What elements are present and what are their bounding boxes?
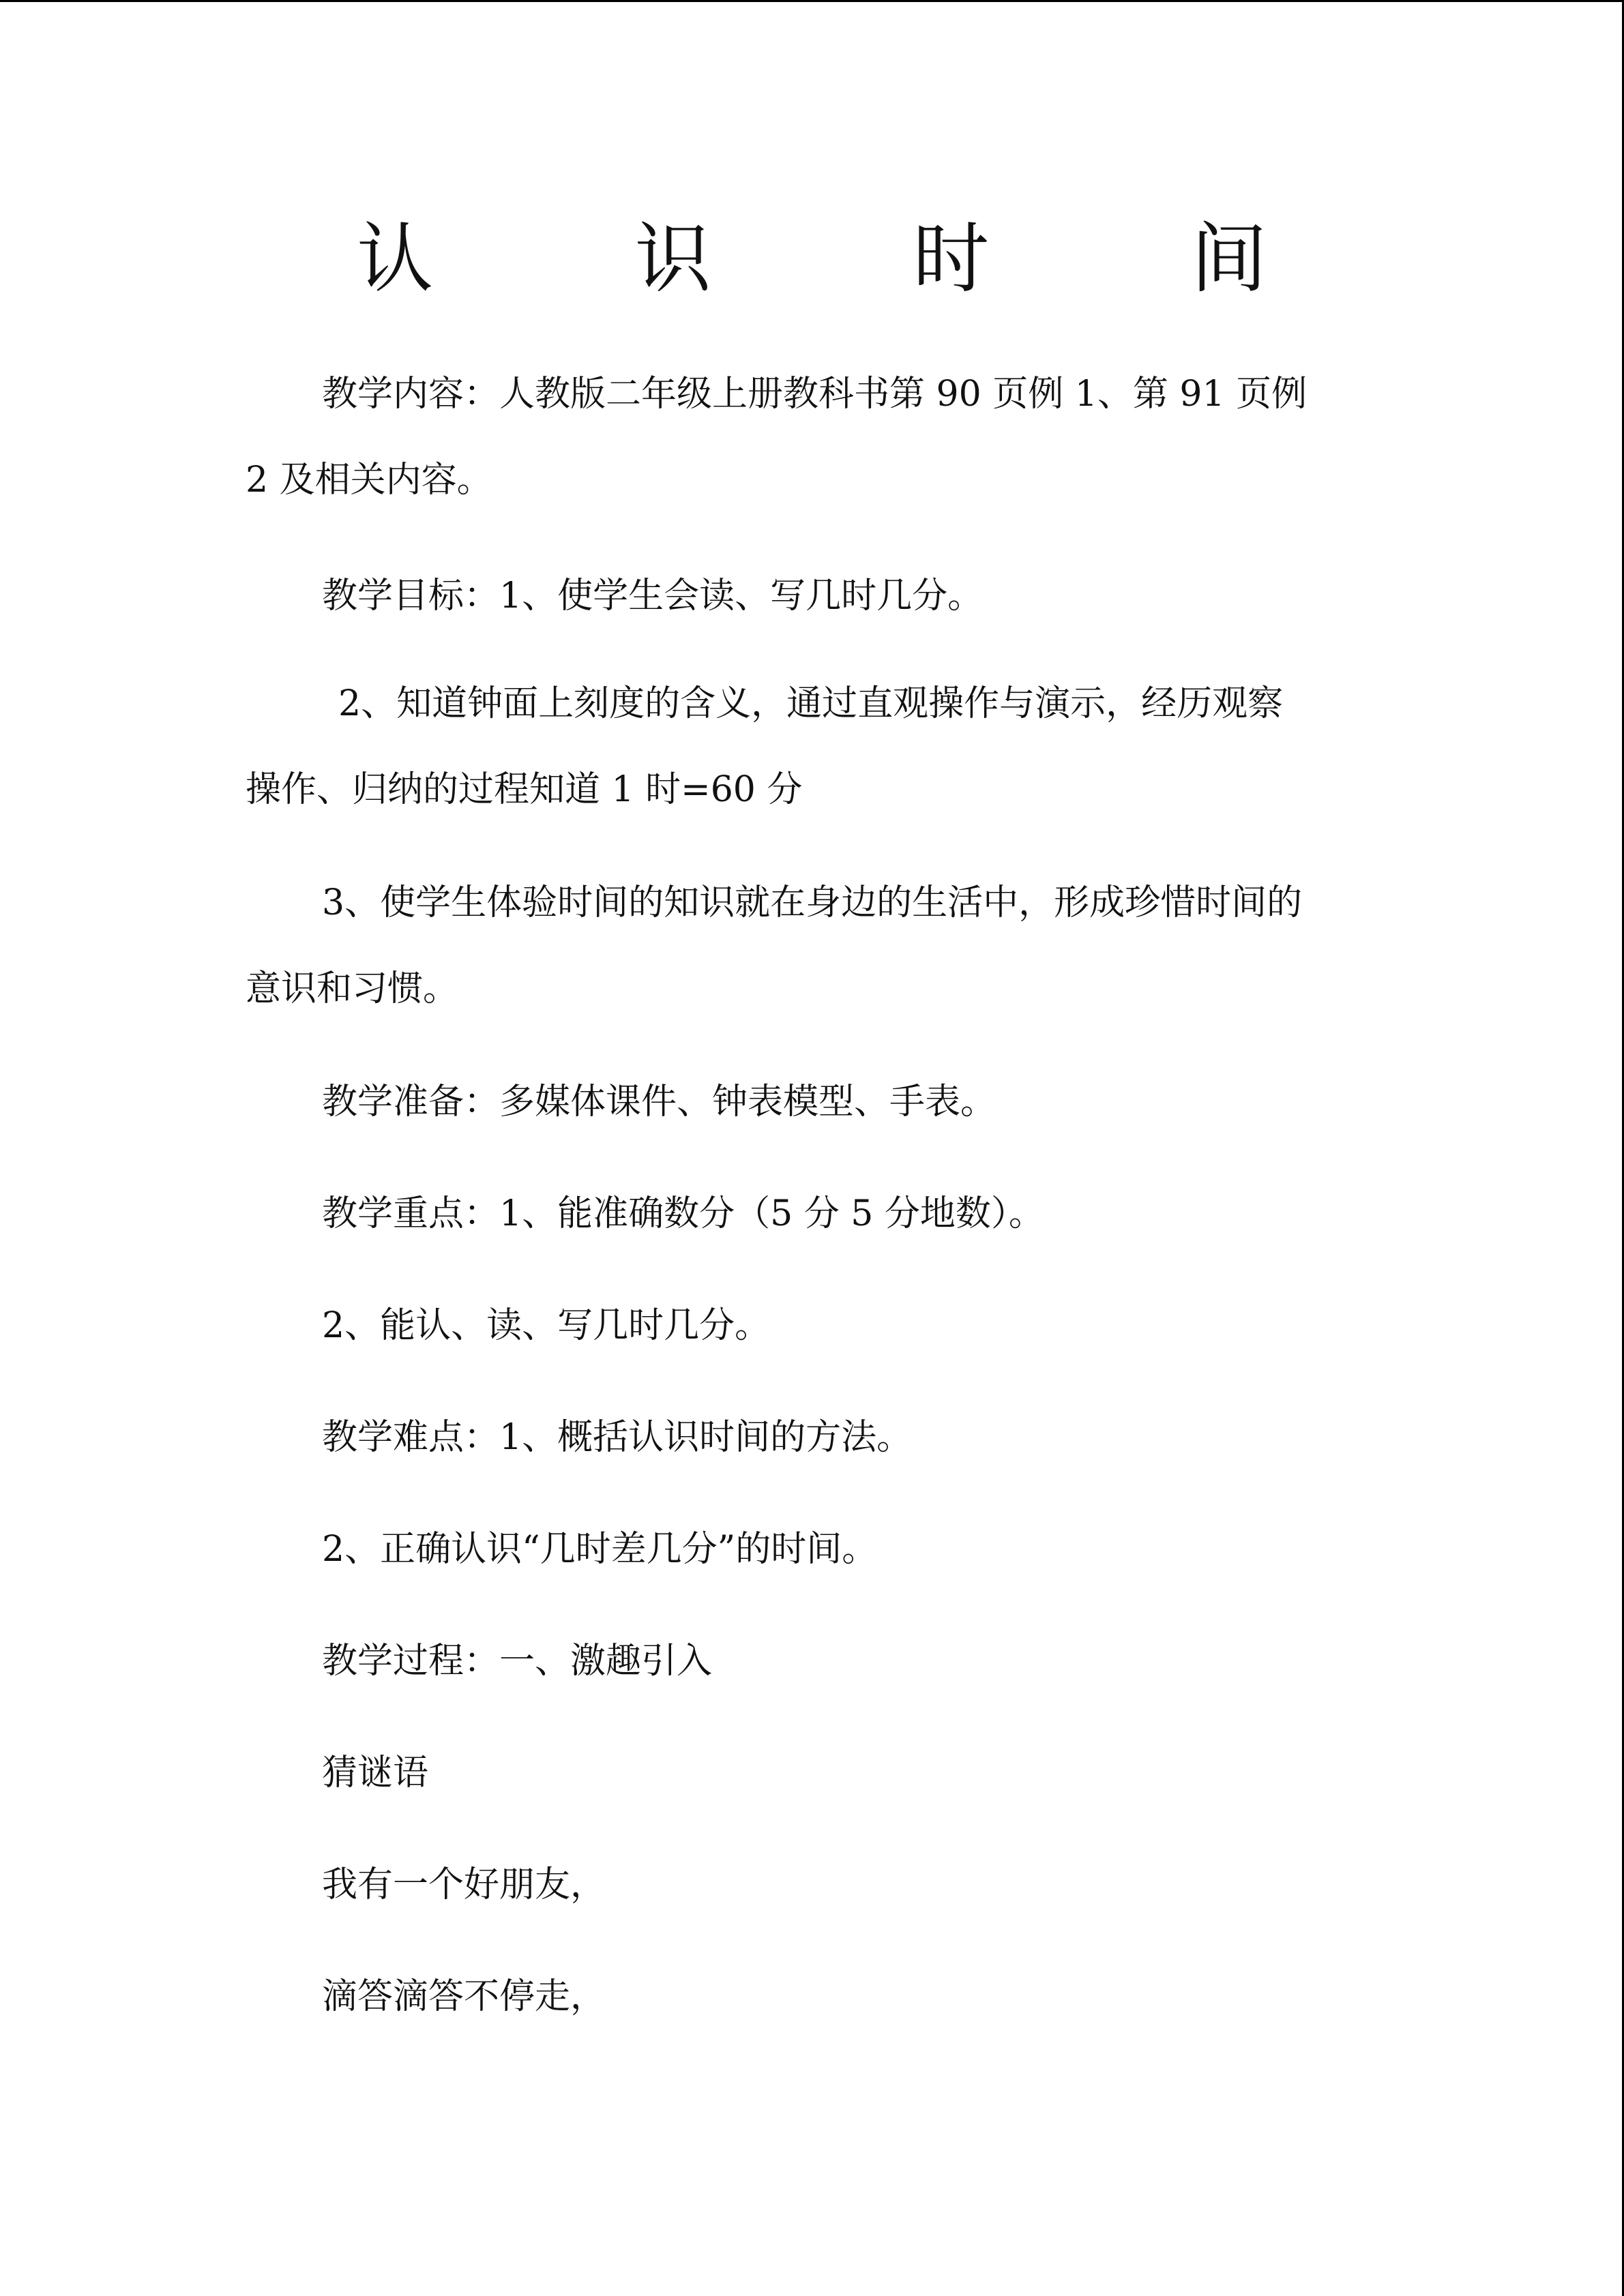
paragraph-line-goal-3-cont: 意识和习惯。 bbox=[246, 968, 459, 1009]
paragraph-line-process: 教学过程：一、激趣引入 bbox=[322, 1641, 713, 1682]
paragraph-line-content-cont: 2 及相关内容。 bbox=[246, 460, 492, 501]
page-border-top bbox=[0, 0, 1624, 2]
paragraph-line-riddle-1: 我有一个好朋友， bbox=[322, 1864, 606, 1905]
page-title: 认 识 时 间 bbox=[357, 215, 1356, 303]
paragraph-line-goal-2-cont: 操作、归纳的过程知道 1 时=60 分 bbox=[246, 769, 803, 810]
paragraph-line-difficulty-2: 2、正确认识“几时差几分”的时间。 bbox=[322, 1529, 878, 1570]
paragraph-line-difficulty-1: 教学难点：1、概括认识时间的方法。 bbox=[322, 1417, 913, 1458]
paragraph-line-goal-1: 教学目标：1、使学生会读、写几时几分。 bbox=[322, 576, 984, 616]
paragraph-line-key-point-2: 2、能认、读、写几时几分。 bbox=[322, 1305, 771, 1346]
paragraph-line-content: 教学内容：人教版二年级上册教科书第 90 页例 1、第 91 页例 bbox=[322, 374, 1308, 415]
paragraph-line-goal-2: 2、知道钟面上刻度的含义，通过直观操作与演示，经历观察 bbox=[338, 683, 1284, 724]
paragraph-line-preparation: 教学准备：多媒体课件、钟表模型、手表。 bbox=[322, 1082, 996, 1122]
paragraph-line-goal-3: 3、使学生体验时间的知识就在身边的生活中，形成珍惜时间的 bbox=[322, 882, 1303, 923]
paragraph-line-key-point-1: 教学重点：1、能准确数分（5 分 5 分地数）。 bbox=[322, 1193, 1044, 1234]
paragraph-line-riddle-heading: 猜谜语 bbox=[322, 1753, 429, 1793]
paragraph-line-riddle-2: 滴答滴答不停走， bbox=[322, 1976, 606, 2017]
